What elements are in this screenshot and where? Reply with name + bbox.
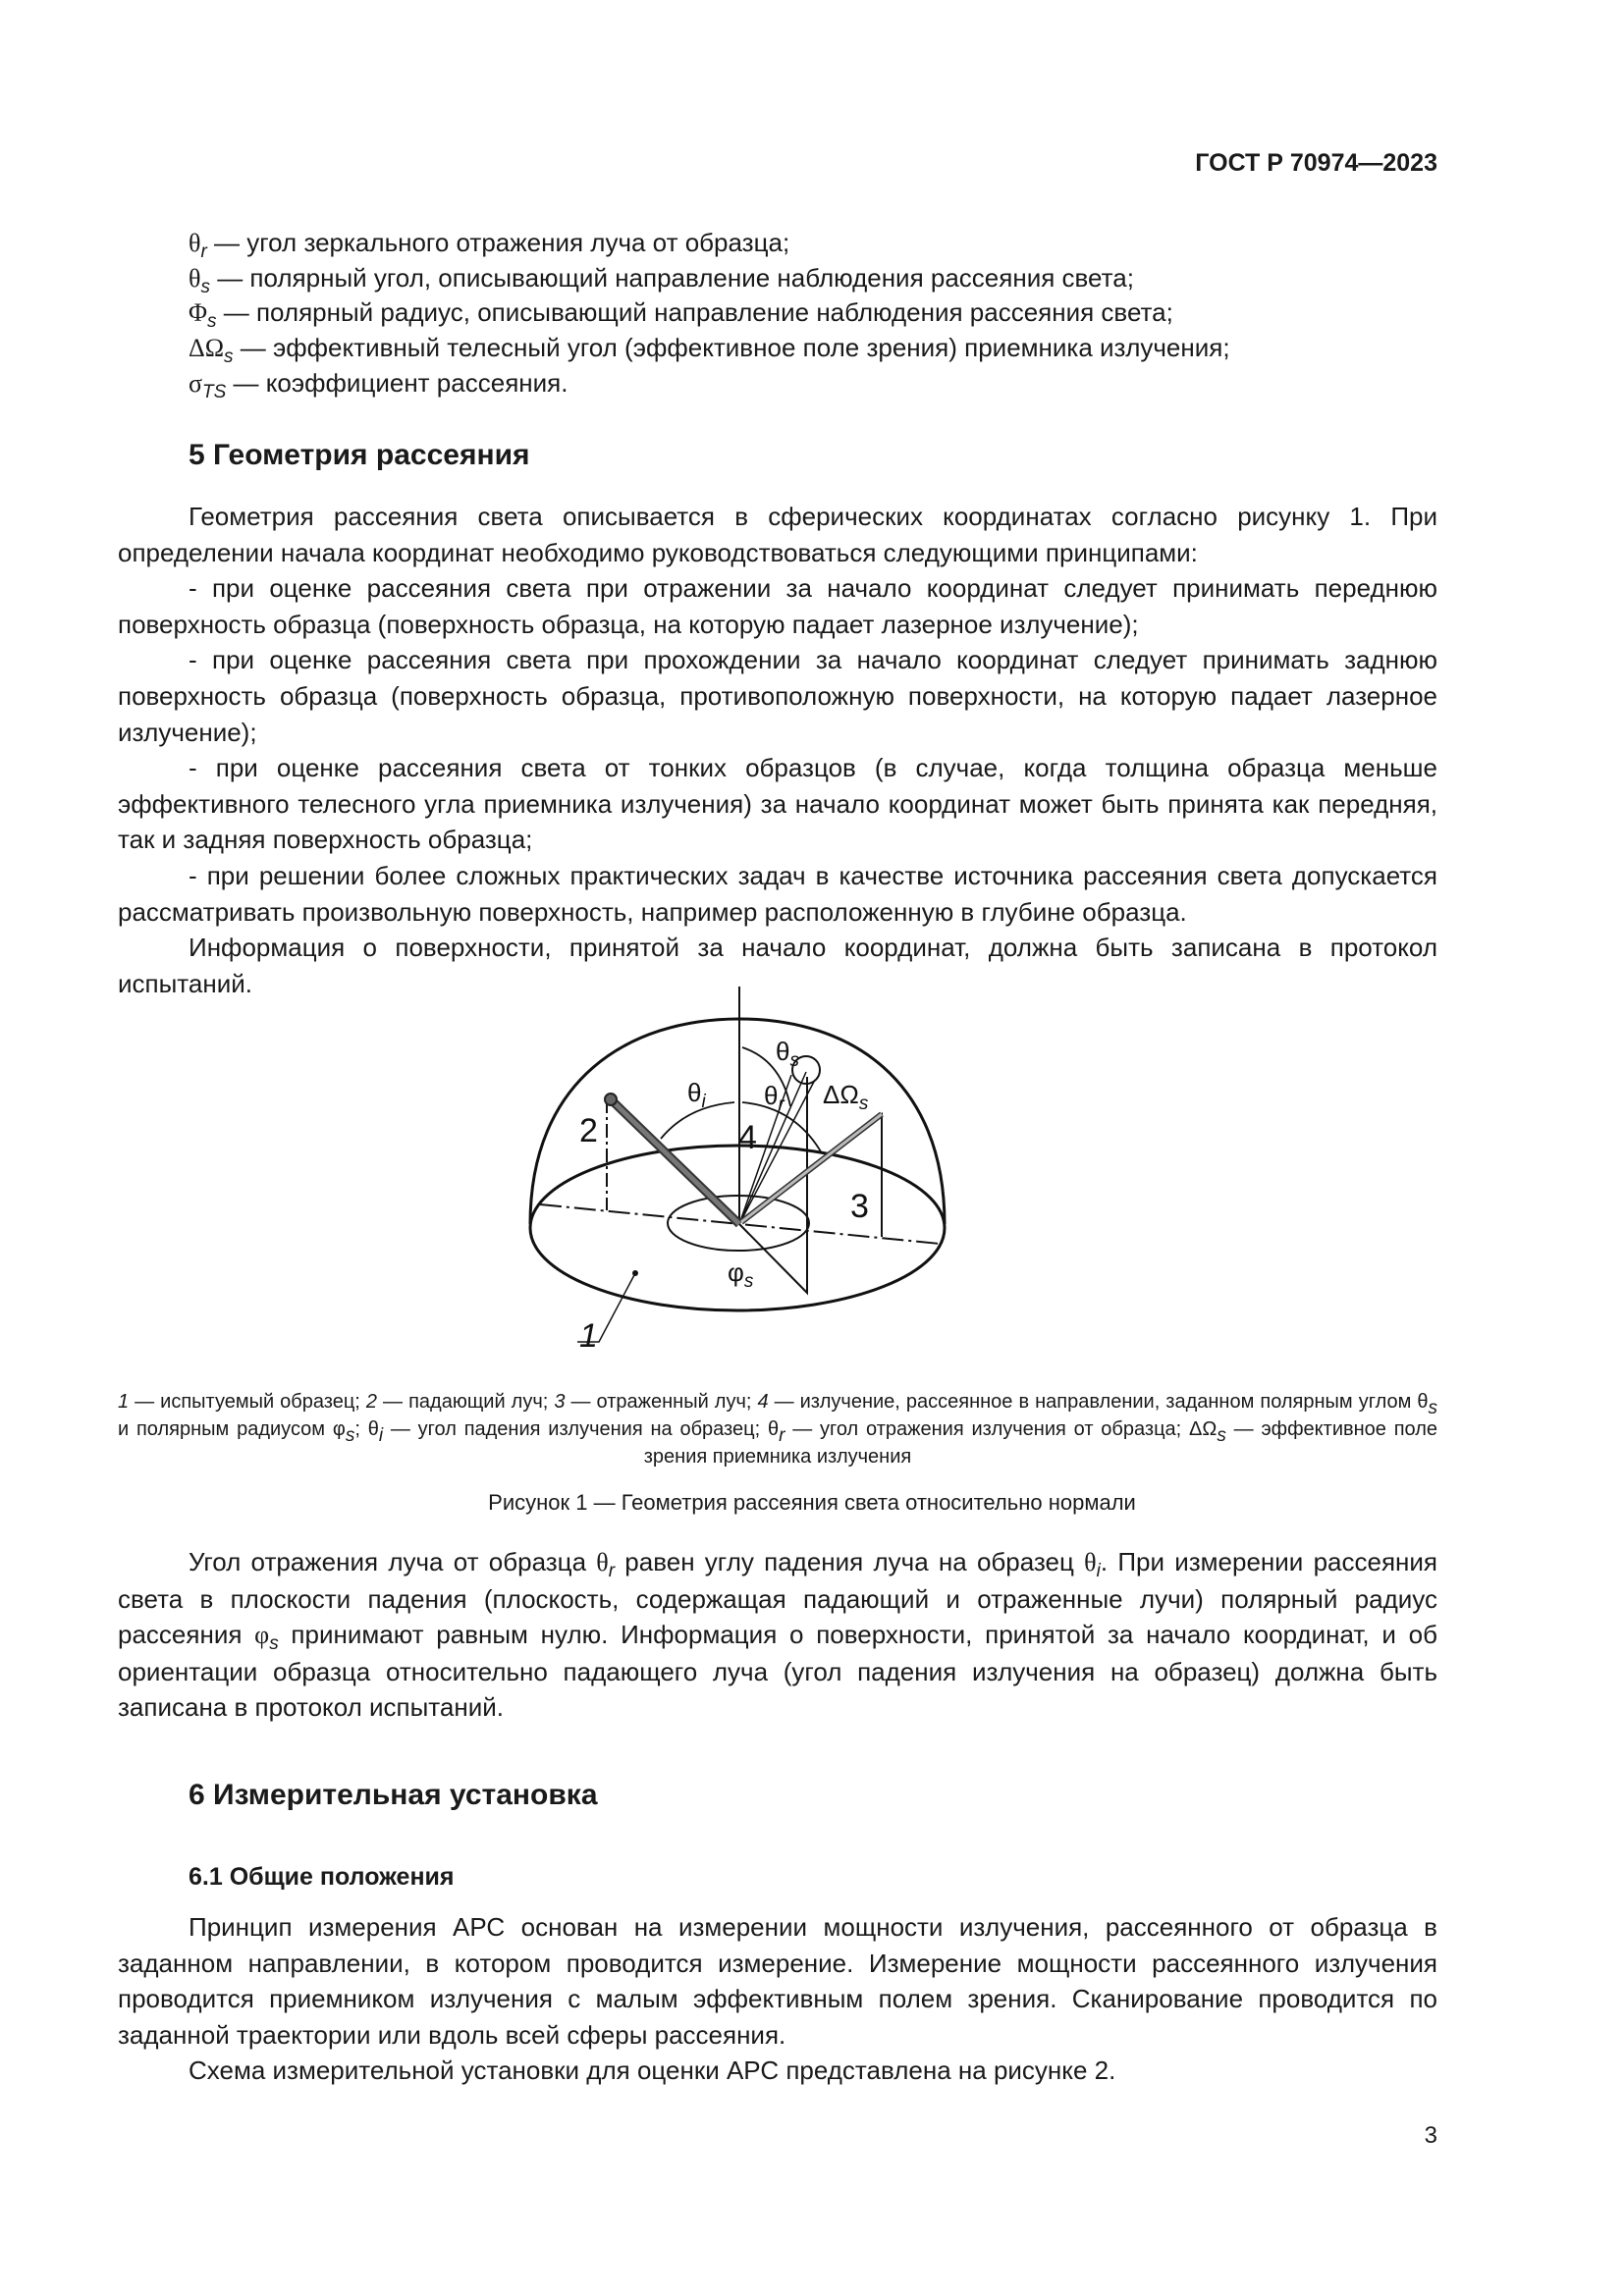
figure-1-title: Рисунок 1 — Геометрия рассеяния света относительно нормали: [488, 1490, 1136, 1515]
definition-sigma-ts: $\sigma_{TS}$ — коэффициент рассеяния.: [189, 367, 568, 402]
paragraph: Схема измерительной установки для оценки АРС представлена на рисунке 2.: [189, 2056, 1116, 2086]
label-3: 3: [850, 1188, 869, 1225]
section-6-1-heading: 6.1 Общие положения: [189, 1863, 455, 1891]
svg-text:θs: $\theta_s$: [776, 1037, 799, 1071]
definition-theta-s: $\theta_s$ — полярный угол, описывающий направление наблюдения рассеяния света;: [189, 262, 1134, 297]
theta-r-symbol: θ: [764, 1081, 779, 1110]
svg-text:θr: $\theta_r$: [764, 1081, 785, 1115]
document-id: ГОСТ Р 70974—2023: [1195, 149, 1437, 177]
theta-s-symbol: θ: [776, 1037, 790, 1066]
svg-text:θi: $\theta_i$: [687, 1078, 706, 1112]
paragraph-reflection-angle: Угол отражения луча от образца $\theta_r$ равен углу падения луча на образец $\theta_i$. При измерении рассеяния света в плоскости падения (плоскость, содержащая падающий и отраженные лучи) полярный радиус рассеяния $\varphi_s$ принимают равным нулю. Информация о поверхности, принятой за начало координат, и об ориентации образца относительно падающего луча (угол падения излучения на образец) должна быть записана в протокол испытаний.: [118, 1547, 1437, 1723]
phi-s-symbol: φ: [728, 1257, 744, 1287]
definition-theta-r: $\theta_r$ — угол зеркального отражения луча от образца;: [189, 228, 790, 262]
paragraph: - при оценке рассеяния света при отражении за начало координат следует принимать переднюю поверхность образца (поверхность образца, на которую падает лазерное излучение);: [118, 573, 1437, 639]
definition-delta-omega: $\Delta\Omega_s$ — эффективный телесный угол (эффективное поле зрения) приемника излучения;: [189, 333, 1230, 368]
paragraph: - при оценке рассеяния света от тонких образцов (в случае, когда толщина образца меньше эффективного телесного угла приемника излучения) за начало координат может быть принята как передняя, так и задняя поверхность образца;: [118, 753, 1437, 855]
paragraph: - при оценке рассеяния света при прохождении за начало координат следует принимать заднюю поверхность образца (поверхность образца, противоположную поверхности, на которую падает лазерное излучение);: [118, 645, 1437, 747]
paragraph: - при решении более сложных практических задач в качестве источника рассеяния света допускается рассматривать произвольную поверхность, например расположенную в глубине образца.: [118, 860, 1437, 927]
section-6-body: [118, 1909, 1437, 2089]
paragraph: Информация о поверхности, принятой за начало координат, должна быть записана в протокол испытаний.: [118, 933, 1437, 998]
page-number: 3: [1424, 2122, 1437, 2149]
svg-text:φs: $\varphi_s$: [728, 1257, 754, 1292]
theta-i-symbol: θ: [687, 1078, 702, 1107]
delta-omega-symbol: ΔΩ: [823, 1080, 859, 1109]
theta-i-arc: [661, 1102, 734, 1139]
label-4: 4: [738, 1119, 757, 1156]
label-1: 1: [579, 1317, 598, 1355]
paragraph: Геометрия рассеяния света описывается в сферических координатах согласно рисунку 1. При определении начала координат необходимо руководствоваться следующими принципами:: [118, 502, 1437, 567]
figure-1-legend: 1 — испытуемый образец; 2 — падающий луч; 3 — отраженный луч; 4 — излучение, рассеянное в направлении, заданном полярным углом $\theta_s$ и полярным радиусом $\varphi_s$; $\theta_i$ — угол падения излучения на образец; $\theta_r$ — угол отражения излучения от образца; $\Delta\Omega_s$ — эффективное поле зрения приемника излучения: [118, 1391, 1438, 1468]
paragraph: Принцип измерения АРС основан на измерении мощности излучения, рассеянного от образца в заданном направлении, в котором проводится измерение. Измерение мощности рассеянного излучения проводится приемником излучения с малым эффективным полем зрения. Сканирование проводится по заданной траектории или вдоль всей сферы рассеяния.: [118, 1912, 1437, 2050]
label-2: 2: [579, 1112, 598, 1149]
section-6-heading: 6 Измерительная установка: [189, 1779, 598, 1811]
definition-phi-s: $\Phi_s$ — полярный радиус, описывающий направление наблюдения рассеяния света;: [189, 297, 1173, 333]
svg-text:ΔΩs: $\Delta\Omega_s$: [823, 1080, 869, 1114]
section-5-heading: 5 Геометрия рассеяния: [189, 439, 530, 471]
